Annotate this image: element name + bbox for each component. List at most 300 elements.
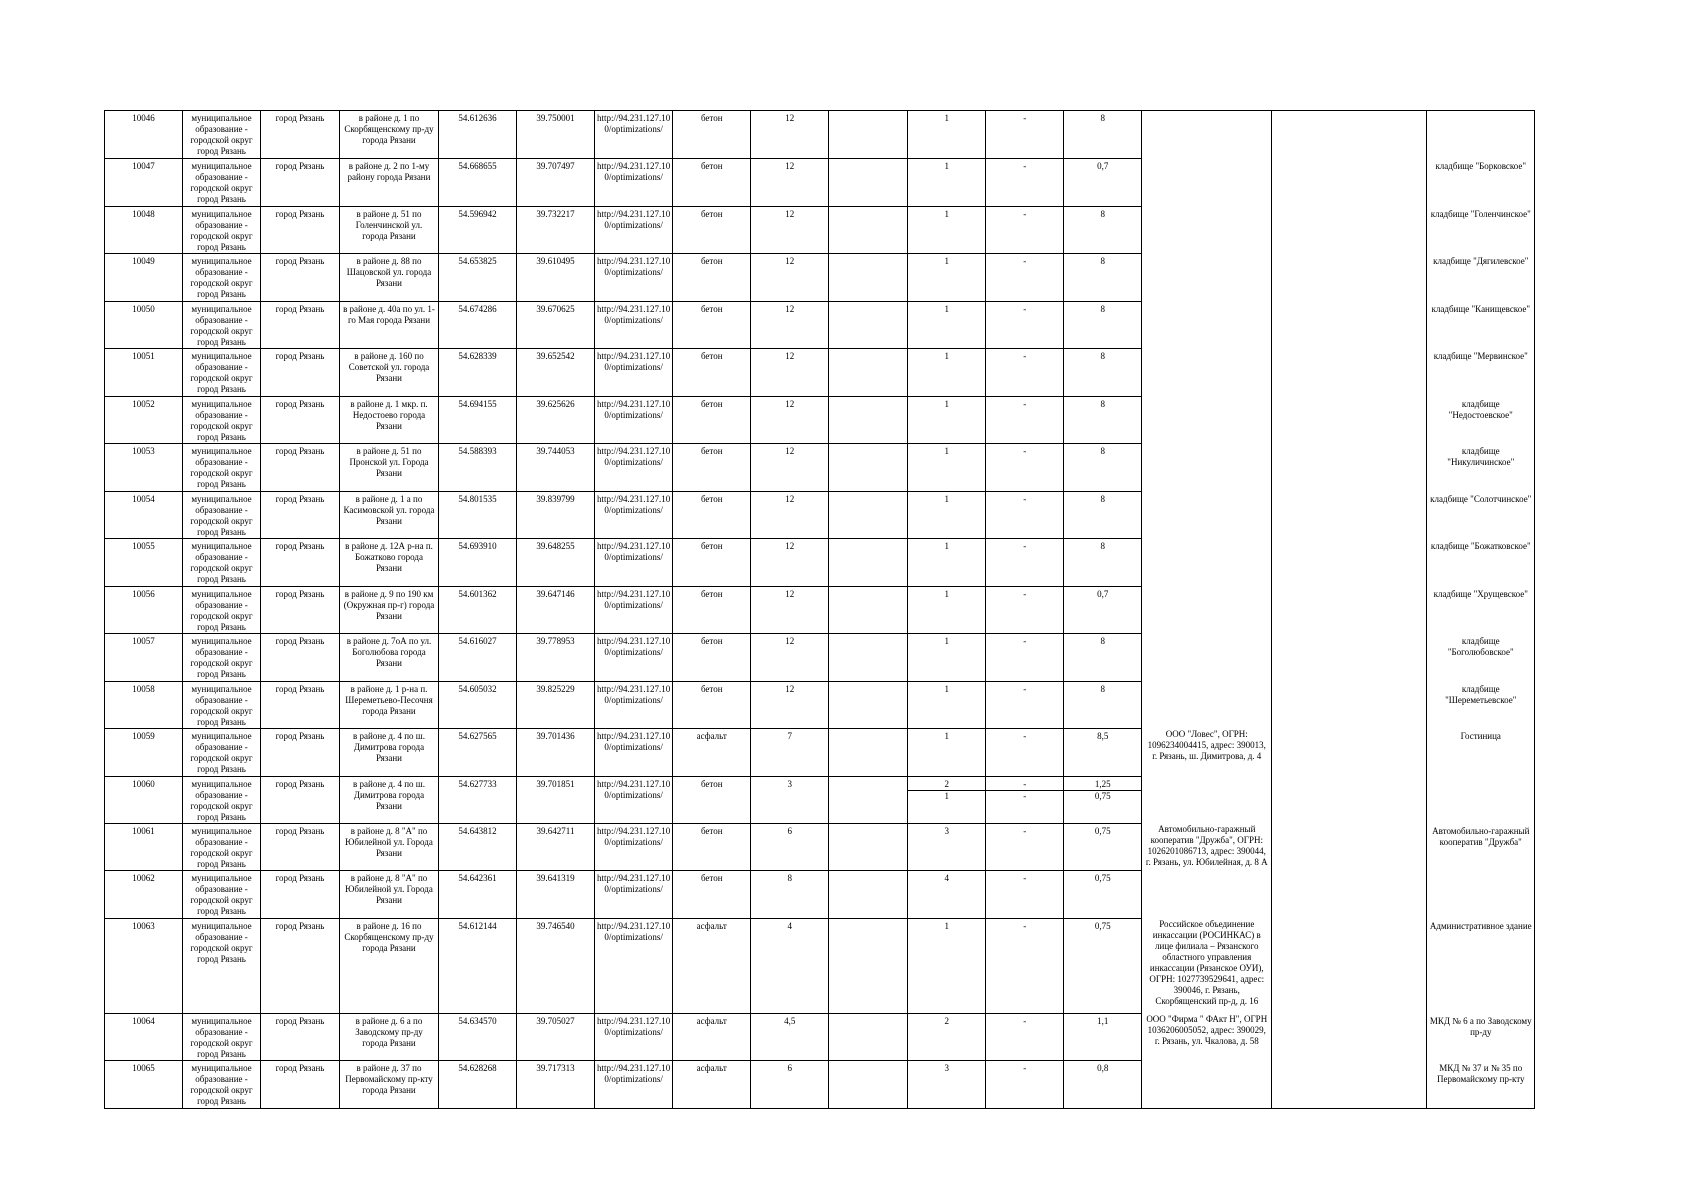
cell-e2 <box>1350 159 1427 207</box>
cell-vol: 8 <box>1064 492 1142 539</box>
cell-lat: 54.674286 <box>439 302 517 349</box>
cell-vol: 8 <box>1064 207 1142 254</box>
table-row <box>105 254 1535 302</box>
cell-surf: бетон <box>673 777 751 824</box>
cell-e0 <box>829 682 908 729</box>
cell-vplan: - <box>986 159 1064 207</box>
table-row <box>105 634 1535 682</box>
cell-mun: муниципальное образование - городской округ город Рязань <box>183 871 261 919</box>
cell-id: 10047 <box>105 159 183 207</box>
cell-link: http://94.231.127.10 0/optimizations/ <box>595 492 673 539</box>
cell-area: 8 <box>751 871 829 919</box>
cell-source: кладбище "Божатковское" <box>1427 539 1535 587</box>
cell-set: город Рязань <box>261 634 340 682</box>
cell-lon: 39.732217 <box>517 207 595 254</box>
cell-e1 <box>1272 159 1350 207</box>
cell-set: город Рязань <box>261 444 340 492</box>
cell-e1 <box>1272 539 1350 587</box>
cell-id: 10052 <box>105 397 183 444</box>
cell-source: кладбище "Боголюбовское" <box>1427 634 1535 682</box>
cell-area: 6 <box>751 1061 829 1109</box>
cell-source: кладбище "Шереметьевское" <box>1427 682 1535 729</box>
cell-source: кладбище "Хрущевское" <box>1427 587 1535 634</box>
cell-owner <box>1142 397 1272 444</box>
cell-e0 <box>829 444 908 492</box>
cell-e1 <box>1272 254 1350 302</box>
cell-lon: 39.652542 <box>517 349 595 397</box>
cell-set: город Рязань <box>261 349 340 397</box>
cell-owner <box>1142 682 1272 729</box>
table-row <box>105 397 1535 444</box>
cell-mun: муниципальное образование - городской округ город Рязань <box>183 919 261 1014</box>
cell-addr: в районе д. 7оА по ул. Боголюбова города Рязани <box>340 634 439 682</box>
cell-addr: в районе д. 88 по Шацовской ул. города Рязани <box>340 254 439 302</box>
cell-addr: в районе д. 160 по Советской ул. города Рязани <box>340 349 439 397</box>
cell-e2 <box>1350 1061 1427 1109</box>
cell-addr: в районе д. 40а по ул. 1-го Мая города Рязани <box>340 302 439 349</box>
cell-link: http://94.231.127.10 0/optimizations/ <box>595 824 673 871</box>
cell-owner <box>1142 207 1272 254</box>
cell-cont: 1 <box>908 207 986 254</box>
cell-source: кладбище "Борковское" <box>1427 159 1535 207</box>
cell-area: 12 <box>751 587 829 634</box>
table-row <box>105 919 1535 1014</box>
cell-surf: бетон <box>673 349 751 397</box>
cell-source: Административное здание <box>1427 919 1535 1014</box>
cell-vplan: - <box>986 587 1064 634</box>
cell-vplan: - <box>986 492 1064 539</box>
cell-lon: 39.701436 <box>517 729 595 777</box>
cell-lat: 54.627565 <box>439 729 517 777</box>
cell-surf: бетон <box>673 207 751 254</box>
cell-source: кладбище "Канищевское" <box>1427 302 1535 349</box>
cell-lon: 39.744053 <box>517 444 595 492</box>
cell-lat: 54.588393 <box>439 444 517 492</box>
cell-vol: 8 <box>1064 111 1142 159</box>
cell-lat: 54.601362 <box>439 587 517 634</box>
table-row <box>105 207 1535 254</box>
cell-lat: 54.605032 <box>439 682 517 729</box>
cell-area: 6 <box>751 824 829 871</box>
cell-area: 12 <box>751 634 829 682</box>
cell-e2 <box>1350 729 1427 777</box>
cell-e2 <box>1350 111 1427 159</box>
cell-id: 10054 <box>105 492 183 539</box>
cell-lat: 54.634570 <box>439 1014 517 1061</box>
cell-area: 12 <box>751 539 829 587</box>
table-row <box>105 159 1535 207</box>
cell-surf: бетон <box>673 634 751 682</box>
cell-link: http://94.231.127.10 0/optimizations/ <box>595 871 673 919</box>
cell-lat: 54.612144 <box>439 919 517 1014</box>
cell-owner: ООО "Фирма " ФАкт Н", ОГРН 1036206005052, адрес: 390029, г. Рязань, ул. Чкалова, д. 58 <box>1142 1014 1272 1061</box>
cell-addr: в районе д. 12А р-на п. Божатково города Рязани <box>340 539 439 587</box>
cell-surf: бетон <box>673 682 751 729</box>
cell-source: Автомобильно-гаражный кооператив "Дружба" <box>1427 824 1535 871</box>
cell-vplan: - <box>986 1014 1064 1061</box>
cell-surf: бетон <box>673 539 751 587</box>
cell-mun: муниципальное образование - городской округ город Рязань <box>183 492 261 539</box>
table-row <box>105 587 1535 634</box>
cell-lon: 39.717313 <box>517 1061 595 1109</box>
cell-addr: в районе д. 1 по Скорбященскому пр-ду города Рязани <box>340 111 439 159</box>
cell-addr: в районе д. 9 по 190 км (Окружная пр-г) города Рязани <box>340 587 439 634</box>
cell-vplan: - <box>986 919 1064 1014</box>
cell-area: 12 <box>751 492 829 539</box>
cell-cont: 1 <box>908 492 986 539</box>
cell-lat: 54.643812 <box>439 824 517 871</box>
cell-id: 10051 <box>105 349 183 397</box>
cell-vol: 8 <box>1064 444 1142 492</box>
cell-id: 10053 <box>105 444 183 492</box>
cell-surf: бетон <box>673 254 751 302</box>
cell-cont: 1 <box>908 729 986 777</box>
cell-cont: 1 <box>908 111 986 159</box>
cell-owner <box>1142 302 1272 349</box>
cell-mun: муниципальное образование - городской округ город Рязань <box>183 302 261 349</box>
cell-mun: муниципальное образование - городской округ город Рязань <box>183 349 261 397</box>
cell-e0 <box>829 1061 908 1109</box>
cell-link: http://94.231.127.10 0/optimizations/ <box>595 919 673 1014</box>
cell-lat: 54.694155 <box>439 397 517 444</box>
cell-e2 <box>1350 871 1427 919</box>
cell-source: МКД № 6 а по Заводскому пр-ду <box>1427 1014 1535 1061</box>
cell-vplan: - <box>986 729 1064 777</box>
cell-vplan: - <box>986 444 1064 492</box>
cell-set: город Рязань <box>261 777 340 824</box>
cell-surf: бетон <box>673 302 751 349</box>
cell-surf: бетон <box>673 397 751 444</box>
cell-set: город Рязань <box>261 587 340 634</box>
cell-vol: 8 <box>1064 254 1142 302</box>
cell-vplan: - <box>986 349 1064 397</box>
cell-lat: 54.596942 <box>439 207 517 254</box>
cell-surf: асфальт <box>673 729 751 777</box>
cell-vol: 8 <box>1064 539 1142 587</box>
cell-vplan: - <box>986 634 1064 682</box>
cell-cont: 1 <box>908 634 986 682</box>
cell-owner <box>1142 492 1272 539</box>
cell-set: город Рязань <box>261 207 340 254</box>
cell-set: город Рязань <box>261 539 340 587</box>
cell-cont: 2 <box>908 1014 986 1061</box>
cell-source <box>1427 111 1535 159</box>
cell-lon: 39.625626 <box>517 397 595 444</box>
cell-source: кладбище "Никуличинское" <box>1427 444 1535 492</box>
cell-cont: 4 <box>908 871 986 919</box>
cell-id: 10061 <box>105 824 183 871</box>
cell-e2 <box>1350 824 1427 871</box>
table-row <box>105 349 1535 397</box>
cell-e2 <box>1350 349 1427 397</box>
cell-e0 <box>829 111 908 159</box>
cell-id: 10059 <box>105 729 183 777</box>
cell-lon: 39.707497 <box>517 159 595 207</box>
cell-owner: ООО "Ловес", ОГРН: 1096234004415, адрес: 390013, г. Рязань, ш. Димитрова, д. 4 <box>1142 729 1272 777</box>
register-table <box>104 110 1535 1109</box>
cell-addr: в районе д. 1 р-на п. Шереметьево-Песочня города Рязани <box>340 682 439 729</box>
cell-mun: муниципальное образование - городской округ город Рязань <box>183 777 261 824</box>
cell-e2 <box>1350 254 1427 302</box>
cell-area: 4,5 <box>751 1014 829 1061</box>
cell-link: http://94.231.127.10 0/optimizations/ <box>595 302 673 349</box>
cell-addr: в районе д. 1 а по Касимовской ул. города Рязани <box>340 492 439 539</box>
cell-e2 <box>1350 302 1427 349</box>
cell-area: 4 <box>751 919 829 1014</box>
cell-e0 <box>829 159 908 207</box>
cell-lon: 39.839799 <box>517 492 595 539</box>
cell-vplan: - <box>986 302 1064 349</box>
cell-e1 <box>1272 397 1350 444</box>
cell-id: 10057 <box>105 634 183 682</box>
cell-link: http://94.231.127.10 0/optimizations/ <box>595 682 673 729</box>
cell-cont <box>908 777 986 824</box>
cell-lat: 54.693910 <box>439 539 517 587</box>
cell-lon: 39.825229 <box>517 682 595 729</box>
cell-e2 <box>1350 492 1427 539</box>
cell-area: 12 <box>751 159 829 207</box>
cell-surf: бетон <box>673 587 751 634</box>
cell-source: кладбище "Дягилевское" <box>1427 254 1535 302</box>
cell-owner: Российское объединение инкассации (РОСИНКАС) в лице филиала – Рязанского областного управления инкассации (Рязанское ОУИ), ОГРН: 1027739529641, адрес: 390046, г. Рязань, Скорбященский пр-д, д. 16 <box>1142 919 1272 1014</box>
cell-id: 10048 <box>105 207 183 254</box>
cell-id: 10065 <box>105 1061 183 1109</box>
cell-source: кладбище "Голенчинское" <box>1427 207 1535 254</box>
cell-cont: 1 <box>908 397 986 444</box>
cell-cont: 3 <box>908 1061 986 1109</box>
cell-e1 <box>1272 824 1350 871</box>
cell-set: город Рязань <box>261 871 340 919</box>
table-row <box>105 302 1535 349</box>
cell-e0 <box>829 587 908 634</box>
cell-area: 12 <box>751 349 829 397</box>
cell-vol: 0,75 <box>1064 919 1142 1014</box>
cell-e0 <box>829 207 908 254</box>
cell-surf: бетон <box>673 111 751 159</box>
cell-cont: 1 <box>908 349 986 397</box>
table-row <box>105 824 1535 871</box>
cell-lon: 39.610495 <box>517 254 595 302</box>
cell-vol: 0,7 <box>1064 159 1142 207</box>
table-row <box>105 1061 1535 1109</box>
cell-addr: в районе д. 6 а по Заводскому пр-ду города Рязани <box>340 1014 439 1061</box>
cell-e2 <box>1350 397 1427 444</box>
cell-cont: 1 <box>908 302 986 349</box>
cell-e0 <box>829 777 908 824</box>
cell-owner <box>1142 871 1272 919</box>
cell-e0 <box>829 919 908 1014</box>
cell-lon: 39.642711 <box>517 824 595 871</box>
cell-surf: асфальт <box>673 919 751 1014</box>
cell-mun: муниципальное образование - городской округ город Рязань <box>183 207 261 254</box>
cell-vol: 8 <box>1064 682 1142 729</box>
cell-link: http://94.231.127.10 0/optimizations/ <box>595 587 673 634</box>
cell-addr: в районе д. 4 по ш. Димитрова города Рязани <box>340 729 439 777</box>
cell-source: кладбище "Солотчинское" <box>1427 492 1535 539</box>
cell-e1 <box>1272 444 1350 492</box>
cell-mun: муниципальное образование - городской округ город Рязань <box>183 1061 261 1109</box>
cell-id: 10049 <box>105 254 183 302</box>
cell-e1 <box>1272 207 1350 254</box>
cell-mun: муниципальное образование - городской округ город Рязань <box>183 1014 261 1061</box>
cell-source: Гостиница <box>1427 729 1535 777</box>
cell-e0 <box>829 492 908 539</box>
cell-id: 10046 <box>105 111 183 159</box>
cell-mun: муниципальное образование - городской округ город Рязань <box>183 111 261 159</box>
cell-addr: в районе д. 2 по 1-му району города Рязани <box>340 159 439 207</box>
cell-e1 <box>1272 587 1350 634</box>
value-vol: 1,25 <box>1094 779 1111 789</box>
cell-cont: 1 <box>908 444 986 492</box>
cell-lon: 39.670625 <box>517 302 595 349</box>
cell-vol: 8 <box>1064 397 1142 444</box>
cell-source <box>1427 777 1535 824</box>
cell-lat: 54.668655 <box>439 159 517 207</box>
cell-addr: в районе д. 37 по Первомайскому пр-кту города Рязани <box>340 1061 439 1109</box>
cell-mun: муниципальное образование - городской округ город Рязань <box>183 444 261 492</box>
cell-vplan: - <box>986 1061 1064 1109</box>
cell-set: город Рязань <box>261 824 340 871</box>
value-vplan: - <box>1023 779 1027 789</box>
cell-area: 12 <box>751 207 829 254</box>
table-row <box>105 871 1535 919</box>
cell-area: 12 <box>751 254 829 302</box>
cell-vplan: - <box>986 824 1064 871</box>
cell-e0 <box>829 302 908 349</box>
cell-link: http://94.231.127.10 0/optimizations/ <box>595 207 673 254</box>
cell-e1 <box>1272 1061 1350 1109</box>
table-row <box>105 492 1535 539</box>
cell-owner <box>1142 349 1272 397</box>
cell-surf: асфальт <box>673 1014 751 1061</box>
cell-vol: 1,1 <box>1064 1014 1142 1061</box>
cell-link: http://94.231.127.10 0/optimizations/ <box>595 349 673 397</box>
cell-link: http://94.231.127.10 0/optimizations/ <box>595 777 673 824</box>
cell-mun: муниципальное образование - городской округ город Рязань <box>183 682 261 729</box>
cell-owner <box>1142 254 1272 302</box>
cell-mun: муниципальное образование - городской округ город Рязань <box>183 254 261 302</box>
cell-surf: бетон <box>673 444 751 492</box>
cell-e1 <box>1272 111 1350 159</box>
cell-set: город Рязань <box>261 492 340 539</box>
cell-vplan: - <box>986 682 1064 729</box>
cell-area: 12 <box>751 682 829 729</box>
cell-cont: 1 <box>908 159 986 207</box>
cell-addr: в районе д. 8 "А" по Юбилейной ул. Города Рязани <box>340 871 439 919</box>
cell-id: 10062 <box>105 871 183 919</box>
cell-surf: асфальт <box>673 1061 751 1109</box>
cell-addr: в районе д. 51 по Голенчинской ул. города Рязани <box>340 207 439 254</box>
cell-mun: муниципальное образование - городской округ город Рязань <box>183 587 261 634</box>
cell-mun: муниципальное образование - городской округ город Рязань <box>183 729 261 777</box>
cell-lon: 39.778953 <box>517 634 595 682</box>
cell-cont: 1 <box>908 254 986 302</box>
cell-e2 <box>1350 1014 1427 1061</box>
cell-mun: муниципальное образование - городской округ город Рязань <box>183 397 261 444</box>
cell-mun: муниципальное образование - городской округ город Рязань <box>183 634 261 682</box>
cell-e2 <box>1350 539 1427 587</box>
cell-cont: 1 <box>908 587 986 634</box>
cell-addr: в районе д. 4 по ш. Димитрова города Рязани <box>340 777 439 824</box>
cell-source: кладбище "Мервинское" <box>1427 349 1535 397</box>
cell-id: 10064 <box>105 1014 183 1061</box>
cell-area: 7 <box>751 729 829 777</box>
table-row <box>105 444 1535 492</box>
cell-e0 <box>829 871 908 919</box>
cell-vplan: - <box>986 539 1064 587</box>
cell-cont: 1 <box>908 539 986 587</box>
cell-area: 3 <box>751 777 829 824</box>
cell-e2 <box>1350 444 1427 492</box>
cell-mun: муниципальное образование - городской округ город Рязань <box>183 159 261 207</box>
cell-owner <box>1142 111 1272 159</box>
cell-vol: 0,8 <box>1064 1061 1142 1109</box>
table-row <box>105 1014 1535 1061</box>
cell-id: 10056 <box>105 587 183 634</box>
cell-set: город Рязань <box>261 682 340 729</box>
cell-e1 <box>1272 492 1350 539</box>
cell-area: 12 <box>751 444 829 492</box>
cell-lat: 54.653825 <box>439 254 517 302</box>
cell-link: http://94.231.127.10 0/optimizations/ <box>595 444 673 492</box>
cell-e1 <box>1272 919 1350 1014</box>
cell-lon: 39.746540 <box>517 919 595 1014</box>
cell-id: 10060 <box>105 777 183 824</box>
cell-vplan: - <box>986 207 1064 254</box>
cell-lat: 54.612636 <box>439 111 517 159</box>
cell-lat: 54.628339 <box>439 349 517 397</box>
cell-e0 <box>829 397 908 444</box>
cell-vol: 0,75 <box>1064 871 1142 919</box>
cell-lon: 39.705027 <box>517 1014 595 1061</box>
cell-e2 <box>1350 587 1427 634</box>
cell-e0 <box>829 729 908 777</box>
cell-e1 <box>1272 871 1350 919</box>
value-cont: 1 <box>908 790 985 802</box>
cell-vplan: - <box>986 254 1064 302</box>
cell-owner: Автомобильно-гаражный кооператив "Дружба", ОГРН: 1026201086713, адрес: 390044, г. Рязань, ул. Юбилейная, д. 8 А <box>1142 824 1272 871</box>
cell-surf: бетон <box>673 824 751 871</box>
cell-id: 10050 <box>105 302 183 349</box>
cell-set: город Рязань <box>261 1061 340 1109</box>
cell-vol: 0,7 <box>1064 587 1142 634</box>
cell-lon: 39.701851 <box>517 777 595 824</box>
cell-link: http://94.231.127.10 0/optimizations/ <box>595 634 673 682</box>
cell-link: http://94.231.127.10 0/optimizations/ <box>595 539 673 587</box>
value-vplan: - <box>986 790 1063 802</box>
cell-e2 <box>1350 682 1427 729</box>
cell-set: город Рязань <box>261 729 340 777</box>
cell-area: 12 <box>751 111 829 159</box>
cell-vplan: - <box>986 871 1064 919</box>
cell-e1 <box>1272 634 1350 682</box>
cell-vol: 8 <box>1064 302 1142 349</box>
table-row <box>105 111 1535 159</box>
cell-lat: 54.628268 <box>439 1061 517 1109</box>
cell-set: город Рязань <box>261 159 340 207</box>
table-row <box>105 777 1535 824</box>
table-row <box>105 539 1535 587</box>
cell-e0 <box>829 254 908 302</box>
cell-owner <box>1142 777 1272 824</box>
cell-e0 <box>829 634 908 682</box>
cell-lon: 39.750001 <box>517 111 595 159</box>
cell-e2 <box>1350 207 1427 254</box>
cell-vol: 8,5 <box>1064 729 1142 777</box>
cell-cont: 3 <box>908 824 986 871</box>
cell-e1 <box>1272 349 1350 397</box>
cell-e1 <box>1272 682 1350 729</box>
